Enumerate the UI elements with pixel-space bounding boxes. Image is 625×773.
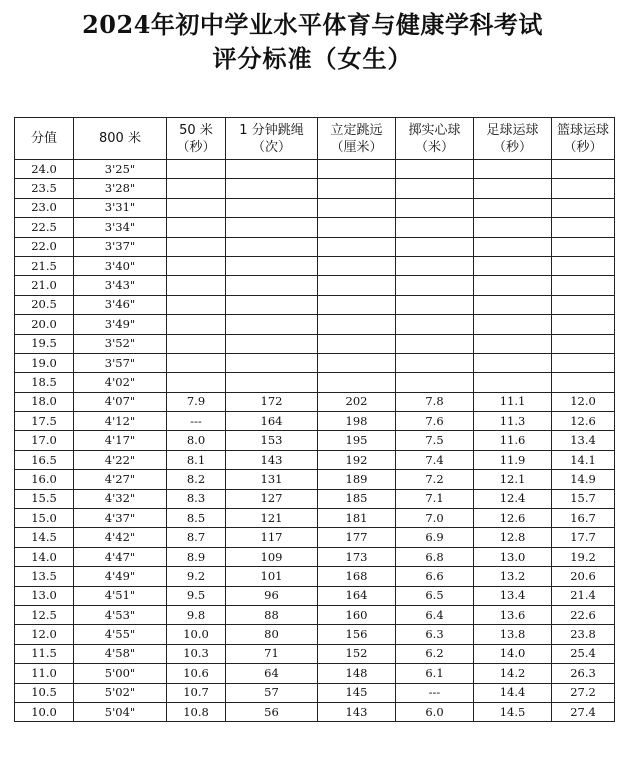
table-cell: 4'07"	[74, 392, 167, 411]
table-cell: 64	[226, 664, 318, 683]
table-cell	[226, 353, 318, 372]
table-cell: 24.0	[15, 160, 74, 179]
table-cell	[167, 315, 226, 334]
table-cell: 96	[226, 586, 318, 605]
table-row	[15, 605, 615, 624]
table-cell	[318, 353, 396, 372]
table-cell: 3'34"	[74, 218, 167, 237]
table-row	[15, 567, 615, 586]
table-cell: 10.0	[15, 702, 74, 721]
table-row	[15, 179, 615, 198]
table-cell: 172	[226, 392, 318, 411]
table-cell: 11.0	[15, 664, 74, 683]
table-cell: 6.6	[396, 567, 474, 586]
table-row	[15, 586, 615, 605]
column-header-unit: （厘米）	[330, 139, 383, 155]
table-row	[15, 373, 615, 392]
table-row	[15, 702, 615, 721]
column-header-label: 篮球运球	[556, 122, 609, 138]
table-cell	[226, 315, 318, 334]
table-cell	[552, 179, 615, 198]
table-cell: 4'02"	[74, 373, 167, 392]
table-cell	[167, 276, 226, 295]
table-cell: 71	[226, 644, 318, 663]
table-cell: 156	[318, 625, 396, 644]
column-header-label: 800 米	[99, 131, 141, 146]
table-cell: 19.5	[15, 334, 74, 353]
table-cell	[167, 198, 226, 217]
table-header	[15, 118, 615, 160]
table-cell: 27.2	[552, 683, 615, 702]
table-cell: 3'31"	[74, 198, 167, 217]
table-cell	[552, 353, 615, 372]
table-cell	[318, 315, 396, 334]
table-cell: 3'46"	[74, 295, 167, 314]
table-cell: 9.2	[167, 567, 226, 586]
table-cell	[167, 353, 226, 372]
table-cell	[318, 373, 396, 392]
title-main: 2024年初中学业水平体育与健康学科考试	[82, 10, 543, 39]
table-cell	[226, 276, 318, 295]
table-cell	[474, 179, 552, 198]
table-cell	[474, 256, 552, 275]
table-cell: 23.5	[15, 179, 74, 198]
table-cell: 7.2	[396, 470, 474, 489]
table-cell	[226, 256, 318, 275]
table-row	[15, 276, 615, 295]
table-cell: 3'40"	[74, 256, 167, 275]
table-cell: 6.4	[396, 605, 474, 624]
table-cell: 12.1	[474, 470, 552, 489]
table-cell: 164	[226, 412, 318, 431]
table-cell: 19.2	[552, 547, 615, 566]
table-cell: 14.0	[15, 547, 74, 566]
column-header-label: 立定跳远	[330, 122, 383, 138]
table-cell: 173	[318, 547, 396, 566]
table-cell	[396, 179, 474, 198]
table-cell: 185	[318, 489, 396, 508]
table-cell: 4'55"	[74, 625, 167, 644]
table-cell: 13.0	[474, 547, 552, 566]
table-cell: 12.0	[552, 392, 615, 411]
table-cell: 152	[318, 644, 396, 663]
table-cell	[226, 373, 318, 392]
table-cell: 121	[226, 509, 318, 528]
table-cell: 17.5	[15, 412, 74, 431]
table-cell: 88	[226, 605, 318, 624]
table-cell: 12.0	[15, 625, 74, 644]
table-cell: 153	[226, 431, 318, 450]
table-cell	[226, 198, 318, 217]
column-header	[74, 118, 167, 160]
table-cell: 4'58"	[74, 644, 167, 663]
table-cell: 13.4	[552, 431, 615, 450]
table-cell	[552, 160, 615, 179]
column-header-label: 掷实心球	[408, 122, 461, 138]
table-cell: 143	[318, 702, 396, 721]
table-cell	[167, 160, 226, 179]
table-cell: 13.6	[474, 605, 552, 624]
column-header	[15, 118, 74, 160]
table-row	[15, 315, 615, 334]
table-cell	[396, 198, 474, 217]
table-cell: 11.1	[474, 392, 552, 411]
table-cell: ---	[396, 683, 474, 702]
table-cell	[318, 256, 396, 275]
table-cell	[318, 295, 396, 314]
table-cell	[474, 198, 552, 217]
table-cell: 7.0	[396, 509, 474, 528]
table-cell: 8.1	[167, 450, 226, 469]
table-cell: 9.5	[167, 586, 226, 605]
table-cell: 22.0	[15, 237, 74, 256]
table-cell: 20.0	[15, 315, 74, 334]
table-body	[15, 160, 615, 722]
table-cell: 12.8	[474, 528, 552, 547]
table-cell	[552, 237, 615, 256]
table-cell: 4'42"	[74, 528, 167, 547]
table-cell: 127	[226, 489, 318, 508]
table-row	[15, 470, 615, 489]
column-header-unit: （秒）	[492, 139, 532, 155]
table-cell: 21.0	[15, 276, 74, 295]
table-cell	[396, 160, 474, 179]
table-cell	[226, 218, 318, 237]
table-cell	[167, 237, 226, 256]
column-header-unit: （秒）	[563, 139, 603, 155]
table-cell: 109	[226, 547, 318, 566]
table-cell	[396, 276, 474, 295]
table-cell: 13.5	[15, 567, 74, 586]
table-cell: 181	[318, 509, 396, 528]
table-cell: 3'49"	[74, 315, 167, 334]
column-header	[318, 118, 396, 160]
table-cell: 3'43"	[74, 276, 167, 295]
table-cell: 7.5	[396, 431, 474, 450]
table-cell: 13.0	[15, 586, 74, 605]
table-cell: 21.5	[15, 256, 74, 275]
table-cell	[474, 295, 552, 314]
table-cell: 8.7	[167, 528, 226, 547]
column-header	[396, 118, 474, 160]
table-cell	[552, 334, 615, 353]
table-row	[15, 625, 615, 644]
table-cell: 14.5	[15, 528, 74, 547]
table-cell: 168	[318, 567, 396, 586]
column-header-label: 分值	[30, 131, 57, 146]
table-cell: 11.9	[474, 450, 552, 469]
table-cell	[474, 160, 552, 179]
table-cell	[474, 373, 552, 392]
table-cell: 16.7	[552, 509, 615, 528]
table-cell: 10.3	[167, 644, 226, 663]
table-cell	[552, 218, 615, 237]
table-cell: 3'57"	[74, 353, 167, 372]
table-cell: 4'37"	[74, 509, 167, 528]
table-cell: 56	[226, 702, 318, 721]
table-cell: 26.3	[552, 664, 615, 683]
table-cell	[167, 373, 226, 392]
table-cell: 9.8	[167, 605, 226, 624]
table-cell	[396, 218, 474, 237]
table-cell	[552, 256, 615, 275]
table-cell: 12.5	[15, 605, 74, 624]
table-cell: 3'25"	[74, 160, 167, 179]
table-cell	[226, 295, 318, 314]
scoring-table	[14, 117, 615, 722]
table-cell: 8.5	[167, 509, 226, 528]
table-cell: 25.4	[552, 644, 615, 663]
table-cell: 177	[318, 528, 396, 547]
table-row	[15, 295, 615, 314]
table-cell: 6.0	[396, 702, 474, 721]
table-cell: 57	[226, 683, 318, 702]
table-cell: 20.5	[15, 295, 74, 314]
column-header-unit: （秒）	[176, 139, 216, 155]
table-cell: 4'49"	[74, 567, 167, 586]
title-sub: 评分标准（女生）	[212, 44, 413, 73]
table-cell	[474, 315, 552, 334]
table-row	[15, 528, 615, 547]
table-row	[15, 198, 615, 217]
table-row	[15, 664, 615, 683]
column-header	[552, 118, 615, 160]
table-cell: 17.0	[15, 431, 74, 450]
table-row	[15, 547, 615, 566]
table-cell: 7.4	[396, 450, 474, 469]
table-cell: 8.0	[167, 431, 226, 450]
table-cell	[167, 295, 226, 314]
table-cell: 11.3	[474, 412, 552, 431]
table-cell: 4'17"	[74, 431, 167, 450]
table-cell: 22.5	[15, 218, 74, 237]
table-cell: 18.0	[15, 392, 74, 411]
table-cell: 6.1	[396, 664, 474, 683]
table-cell: 8.2	[167, 470, 226, 489]
table-cell: 18.5	[15, 373, 74, 392]
table-cell: 5'02"	[74, 683, 167, 702]
table-cell: 6.5	[396, 586, 474, 605]
column-header-unit: （米）	[414, 139, 454, 155]
table-cell: 195	[318, 431, 396, 450]
table-cell: 4'22"	[74, 450, 167, 469]
table-cell: 20.6	[552, 567, 615, 586]
table-row	[15, 256, 615, 275]
table-row	[15, 160, 615, 179]
table-cell: 16.0	[15, 470, 74, 489]
table-cell: 12.6	[474, 509, 552, 528]
table-row	[15, 218, 615, 237]
table-cell: 11.5	[15, 644, 74, 663]
table-row	[15, 431, 615, 450]
table-cell: 10.5	[15, 683, 74, 702]
table-row	[15, 644, 615, 663]
table-cell: 10.0	[167, 625, 226, 644]
table-cell	[226, 237, 318, 256]
table-cell: 3'28"	[74, 179, 167, 198]
table-cell: 13.2	[474, 567, 552, 586]
table-cell: 7.8	[396, 392, 474, 411]
table-cell: 15.0	[15, 509, 74, 528]
table-cell	[552, 373, 615, 392]
table-cell: 143	[226, 450, 318, 469]
table-cell	[226, 160, 318, 179]
table-cell: 10.6	[167, 664, 226, 683]
table-cell: 4'32"	[74, 489, 167, 508]
table-cell: 15.5	[15, 489, 74, 508]
table-cell	[226, 179, 318, 198]
table-cell: 23.8	[552, 625, 615, 644]
table-row	[15, 334, 615, 353]
table-cell: 3'37"	[74, 237, 167, 256]
table-cell: ---	[167, 412, 226, 431]
column-header	[474, 118, 552, 160]
table-cell	[396, 315, 474, 334]
table-cell: 6.3	[396, 625, 474, 644]
column-header-label: 50 米	[179, 122, 213, 138]
table-cell: 10.8	[167, 702, 226, 721]
table-cell	[226, 334, 318, 353]
table-cell: 11.6	[474, 431, 552, 450]
table-cell: 80	[226, 625, 318, 644]
table-cell: 145	[318, 683, 396, 702]
table-cell	[552, 315, 615, 334]
table-cell: 23.0	[15, 198, 74, 217]
table-cell: 5'04"	[74, 702, 167, 721]
table-cell	[318, 218, 396, 237]
table-cell	[474, 276, 552, 295]
table-cell: 12.6	[552, 412, 615, 431]
table-cell	[167, 218, 226, 237]
table-cell: 14.0	[474, 644, 552, 663]
table-cell	[552, 295, 615, 314]
table-cell	[396, 353, 474, 372]
table-cell: 22.6	[552, 605, 615, 624]
table-row	[15, 489, 615, 508]
table-cell: 6.8	[396, 547, 474, 566]
table-cell	[552, 276, 615, 295]
table-cell: 14.1	[552, 450, 615, 469]
table-cell: 17.7	[552, 528, 615, 547]
table-cell	[552, 198, 615, 217]
table-cell: 15.7	[552, 489, 615, 508]
table-cell	[396, 373, 474, 392]
table-cell: 160	[318, 605, 396, 624]
table-cell	[167, 256, 226, 275]
table-cell: 14.4	[474, 683, 552, 702]
table-cell: 117	[226, 528, 318, 547]
table-cell	[318, 198, 396, 217]
table-cell: 14.2	[474, 664, 552, 683]
table-cell	[167, 334, 226, 353]
table-row	[15, 237, 615, 256]
table-cell	[474, 237, 552, 256]
table-cell: 131	[226, 470, 318, 489]
table-cell: 198	[318, 412, 396, 431]
table-cell	[318, 179, 396, 198]
column-header	[167, 118, 226, 160]
table-row	[15, 353, 615, 372]
table-cell	[396, 237, 474, 256]
table-cell: 202	[318, 392, 396, 411]
table-row	[15, 450, 615, 469]
table-cell	[167, 179, 226, 198]
header-row	[15, 118, 615, 160]
table-cell: 4'27"	[74, 470, 167, 489]
column-header-unit: （次）	[251, 139, 291, 155]
table-cell: 27.4	[552, 702, 615, 721]
table-cell: 7.1	[396, 489, 474, 508]
table-row	[15, 509, 615, 528]
table-cell: 6.2	[396, 644, 474, 663]
table-cell: 4'53"	[74, 605, 167, 624]
table-cell: 7.9	[167, 392, 226, 411]
table-cell: 8.9	[167, 547, 226, 566]
column-header-label: 足球运球	[486, 122, 539, 138]
table-cell	[396, 334, 474, 353]
table-cell	[318, 160, 396, 179]
table-cell: 4'51"	[74, 586, 167, 605]
table-cell: 3'52"	[74, 334, 167, 353]
table-row	[15, 392, 615, 411]
table-cell	[474, 334, 552, 353]
table-cell	[474, 353, 552, 372]
table-cell: 101	[226, 567, 318, 586]
table-cell	[318, 237, 396, 256]
table-cell: 8.3	[167, 489, 226, 508]
table-cell: 192	[318, 450, 396, 469]
table-cell: 13.4	[474, 586, 552, 605]
column-header	[226, 118, 318, 160]
table-cell: 148	[318, 664, 396, 683]
table-cell: 4'47"	[74, 547, 167, 566]
table-cell: 7.6	[396, 412, 474, 431]
table-cell: 4'12"	[74, 412, 167, 431]
table-cell	[396, 295, 474, 314]
table-cell: 6.9	[396, 528, 474, 547]
table-cell: 164	[318, 586, 396, 605]
table-cell: 14.9	[552, 470, 615, 489]
table-cell: 189	[318, 470, 396, 489]
table-row	[15, 683, 615, 702]
table-cell	[318, 334, 396, 353]
table-cell: 12.4	[474, 489, 552, 508]
document-title	[0, 10, 625, 74]
table-cell: 13.8	[474, 625, 552, 644]
table-cell: 5'00"	[74, 664, 167, 683]
table-cell: 21.4	[552, 586, 615, 605]
table-cell: 10.7	[167, 683, 226, 702]
table-row	[15, 412, 615, 431]
table-cell: 14.5	[474, 702, 552, 721]
table-cell	[318, 276, 396, 295]
table-cell: 19.0	[15, 353, 74, 372]
table-cell	[474, 218, 552, 237]
column-header-label: 1 分钟跳绳	[239, 122, 304, 138]
table-cell: 16.5	[15, 450, 74, 469]
table-cell	[396, 256, 474, 275]
